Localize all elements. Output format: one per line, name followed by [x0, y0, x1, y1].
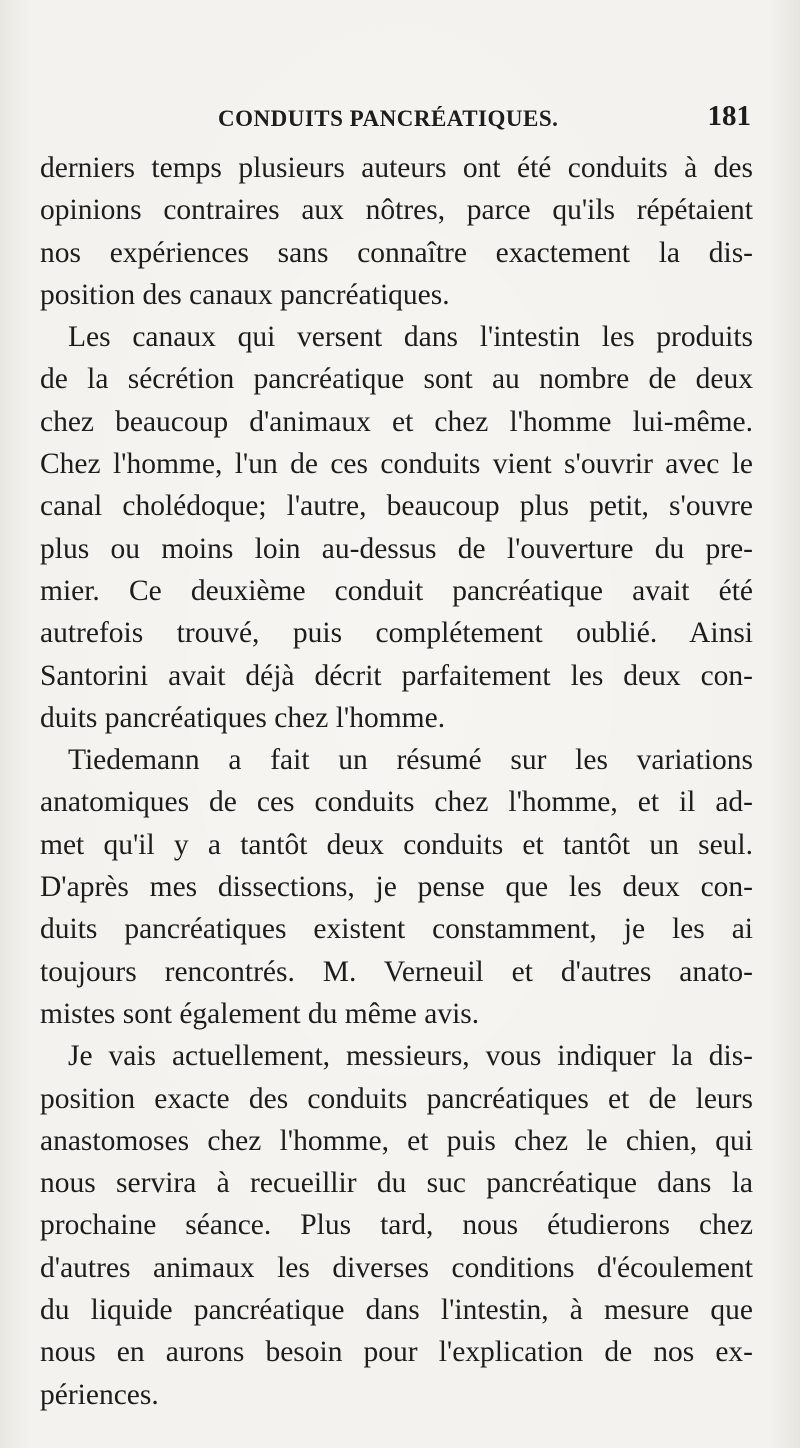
text-line: Les canaux qui versent dans l'intestin les produits — [68, 321, 753, 354]
text-line: Santorini avait déjà décrit parfaitement les deux con- — [40, 659, 753, 692]
text-line: prochaine séance. Plus tard, nous étudierons chez — [40, 1209, 753, 1242]
page-header — [40, 100, 755, 140]
text-line: derniers temps plusieurs auteurs ont été conduits à des — [40, 152, 753, 184]
text-line: mier. Ce deuxième conduit pancréatique avait été — [40, 574, 753, 607]
text-line: autrefois trouvé, puis complétement oublié. Ainsi — [40, 617, 753, 650]
text-line: du liquide pancréatique dans l'intestin, à mesure que — [40, 1294, 753, 1327]
text-line: opinions contraires aux nôtres, parce qu'ils répétaient — [40, 194, 753, 227]
text-line: nous servira à recueillir du suc pancréatique dans la — [40, 1167, 753, 1200]
text-line: D'après mes dissections, je pense que les deux con- — [40, 871, 753, 904]
text-line: position des canaux pancréatiques. — [40, 278, 450, 311]
text-line: anatomiques de ces conduits chez l'homme, et il ad- — [40, 786, 753, 819]
text-line: de la sécrétion pancréatique sont au nombre de deux — [40, 363, 753, 396]
text-line: Chez l'homme, l'un de ces conduits vient s'ouvrir avec le — [40, 448, 753, 481]
running-head: CONDUITS PANCRÉATIQUES. — [218, 106, 559, 131]
text-line: nos expériences sans connaître exactement la dis- — [40, 236, 753, 269]
text-line: Je vais actuellement, messieurs, vous indiquer la dis- — [68, 1040, 753, 1073]
body-text — [40, 147, 753, 1416]
text-line: chez beaucoup d'animaux et chez l'homme lui-même. — [40, 405, 753, 438]
text-line: duits pancréatiques chez l'homme. — [40, 701, 446, 734]
text-line: d'autres animaux les diverses conditions d'écoulement — [40, 1251, 753, 1284]
text-line: mistes sont également du même avis. — [40, 997, 480, 1030]
text-line: Tiedemann a fait un résumé sur les variations — [68, 744, 753, 777]
text-line: duits pancréatiques existent constamment, je les ai — [40, 913, 753, 946]
text-line: met qu'il y a tantôt deux conduits et tantôt un seul. — [40, 828, 753, 861]
text-line: plus ou moins loin au-dessus de l'ouverture du pre- — [40, 532, 753, 565]
text-line: position exacte des conduits pancréatiques et de leurs — [40, 1082, 753, 1115]
text-line: nous en aurons besoin pour l'explication de nos ex- — [40, 1336, 753, 1369]
text-line: anastomoses chez l'homme, et puis chez le chien, qui — [40, 1124, 753, 1157]
text-line: périences. — [40, 1378, 159, 1411]
text-line: toujours rencontrés. M. Verneuil et d'autres anato- — [40, 955, 753, 988]
text-line: canal cholédoque; l'autre, beaucoup plus petit, s'ouvre — [40, 490, 753, 523]
page-number: 181 — [707, 100, 751, 132]
